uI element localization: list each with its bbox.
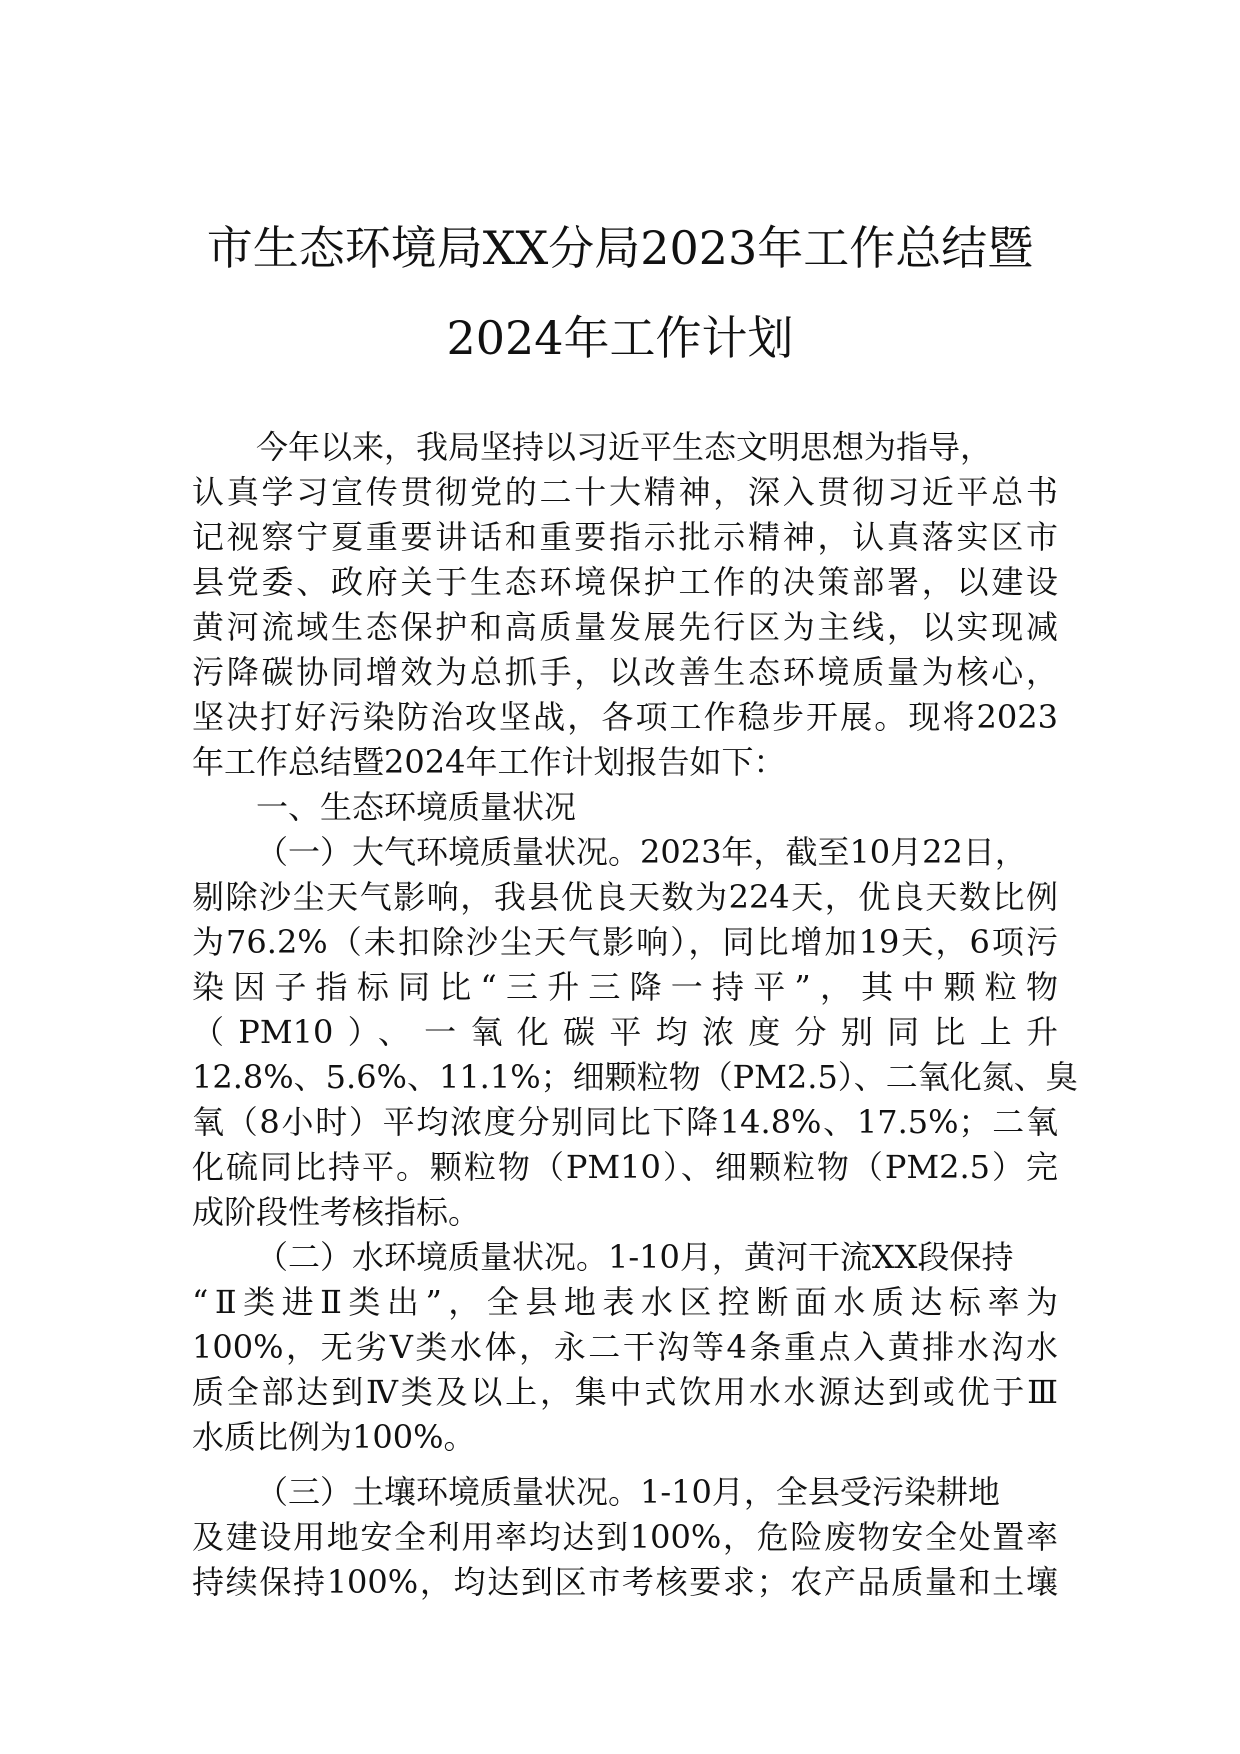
paragraph-line: 化硫同比持平。颗粒物（PM10）、细颗粒物（PM2.5）完 bbox=[192, 1148, 1058, 1186]
paragraph-line: 今年以来，我局坚持以习近平生态文明思想为指导， bbox=[256, 428, 993, 466]
paragraph-line: 黄河流域生态保护和高质量发展先行区为主线，以实现减 bbox=[192, 608, 1058, 646]
paragraph-line: 认真学习宣传贯彻党的二十大精神，深入贯彻习近平总书 bbox=[192, 473, 1058, 511]
paragraph-line: 12.8%、5.6%、11.1%；细颗粒物（PM2.5）、二氧化氮、臭 bbox=[192, 1058, 1078, 1096]
paragraph-line: 县党委、政府关于生态环境保护工作的决策部署，以建设 bbox=[192, 563, 1058, 601]
paragraph-line: 质全部达到Ⅳ类及以上，集中式饮用水水源达到或优于Ⅲ bbox=[192, 1373, 1058, 1411]
paragraph-line: 为76.2%（未扣除沙尘天气影响），同比增加19天，6项污 bbox=[192, 923, 1058, 961]
paragraph-line: 持续保持100%，均达到区市考核要求；农产品质量和土壤 bbox=[192, 1563, 1058, 1601]
paragraph-line: “Ⅱ类进Ⅱ类出”，全县地表水区控断面水质达标率为 bbox=[192, 1283, 1058, 1321]
paragraph-line: 年工作总结暨2024年工作计划报告如下： bbox=[192, 743, 786, 781]
paragraph-gap bbox=[192, 1460, 1058, 1470]
paragraph-line: 剔除沙尘天气影响，我县优良天数为224天，优良天数比例 bbox=[192, 878, 1058, 916]
paragraph-line: 记视察宁夏重要讲话和重要指示批示精神，认真落实区市 bbox=[192, 518, 1058, 556]
paragraph-line: 氧（8小时）平均浓度分别同比下降14.8%、17.5%；二氧 bbox=[192, 1103, 1058, 1141]
paragraph-line: 水质比例为100%。 bbox=[192, 1418, 476, 1456]
document-title-line-2: 2024年工作计划 bbox=[446, 311, 794, 365]
document-title-line-1: 市生态环境局XX分局2023年工作总结暨 bbox=[206, 221, 1034, 275]
paragraph-line: 及建设用地安全利用率均达到100%，危险废物安全处置率 bbox=[192, 1518, 1058, 1556]
paragraph-line: 坚决打好污染防治攻坚战，各项工作稳步开展。现将2023 bbox=[192, 698, 1058, 736]
section-heading: 一、生态环境质量状况 bbox=[256, 788, 577, 826]
paragraph-line: 成阶段性考核指标。 bbox=[192, 1193, 481, 1231]
paragraph-line: 染因子指标同比“三升三降一持平”，其中颗粒物 bbox=[192, 968, 1058, 1006]
document-body bbox=[192, 425, 1078, 1605]
paragraph-line: （PM10）、一氧化碳平均浓度分别同比上升 bbox=[192, 1013, 1058, 1051]
paragraph-line: 100%，无劣Ⅴ类水体，永二干沟等4条重点入黄排水沟水 bbox=[192, 1328, 1058, 1366]
paragraph-line: （二）水环境质量状况。1-10月，黄河干流XX段保持 bbox=[256, 1238, 1014, 1276]
paragraph-line: 污降碳协同增效为总抓手，以改善生态环境质量为核心， bbox=[192, 653, 1058, 691]
paragraph-line: （一）大气环境质量状况。2023年，截至10月22日， bbox=[256, 833, 1027, 871]
paragraph-line: （三）土壤环境质量状况。1-10月，全县受污染耕地 bbox=[256, 1473, 1000, 1511]
